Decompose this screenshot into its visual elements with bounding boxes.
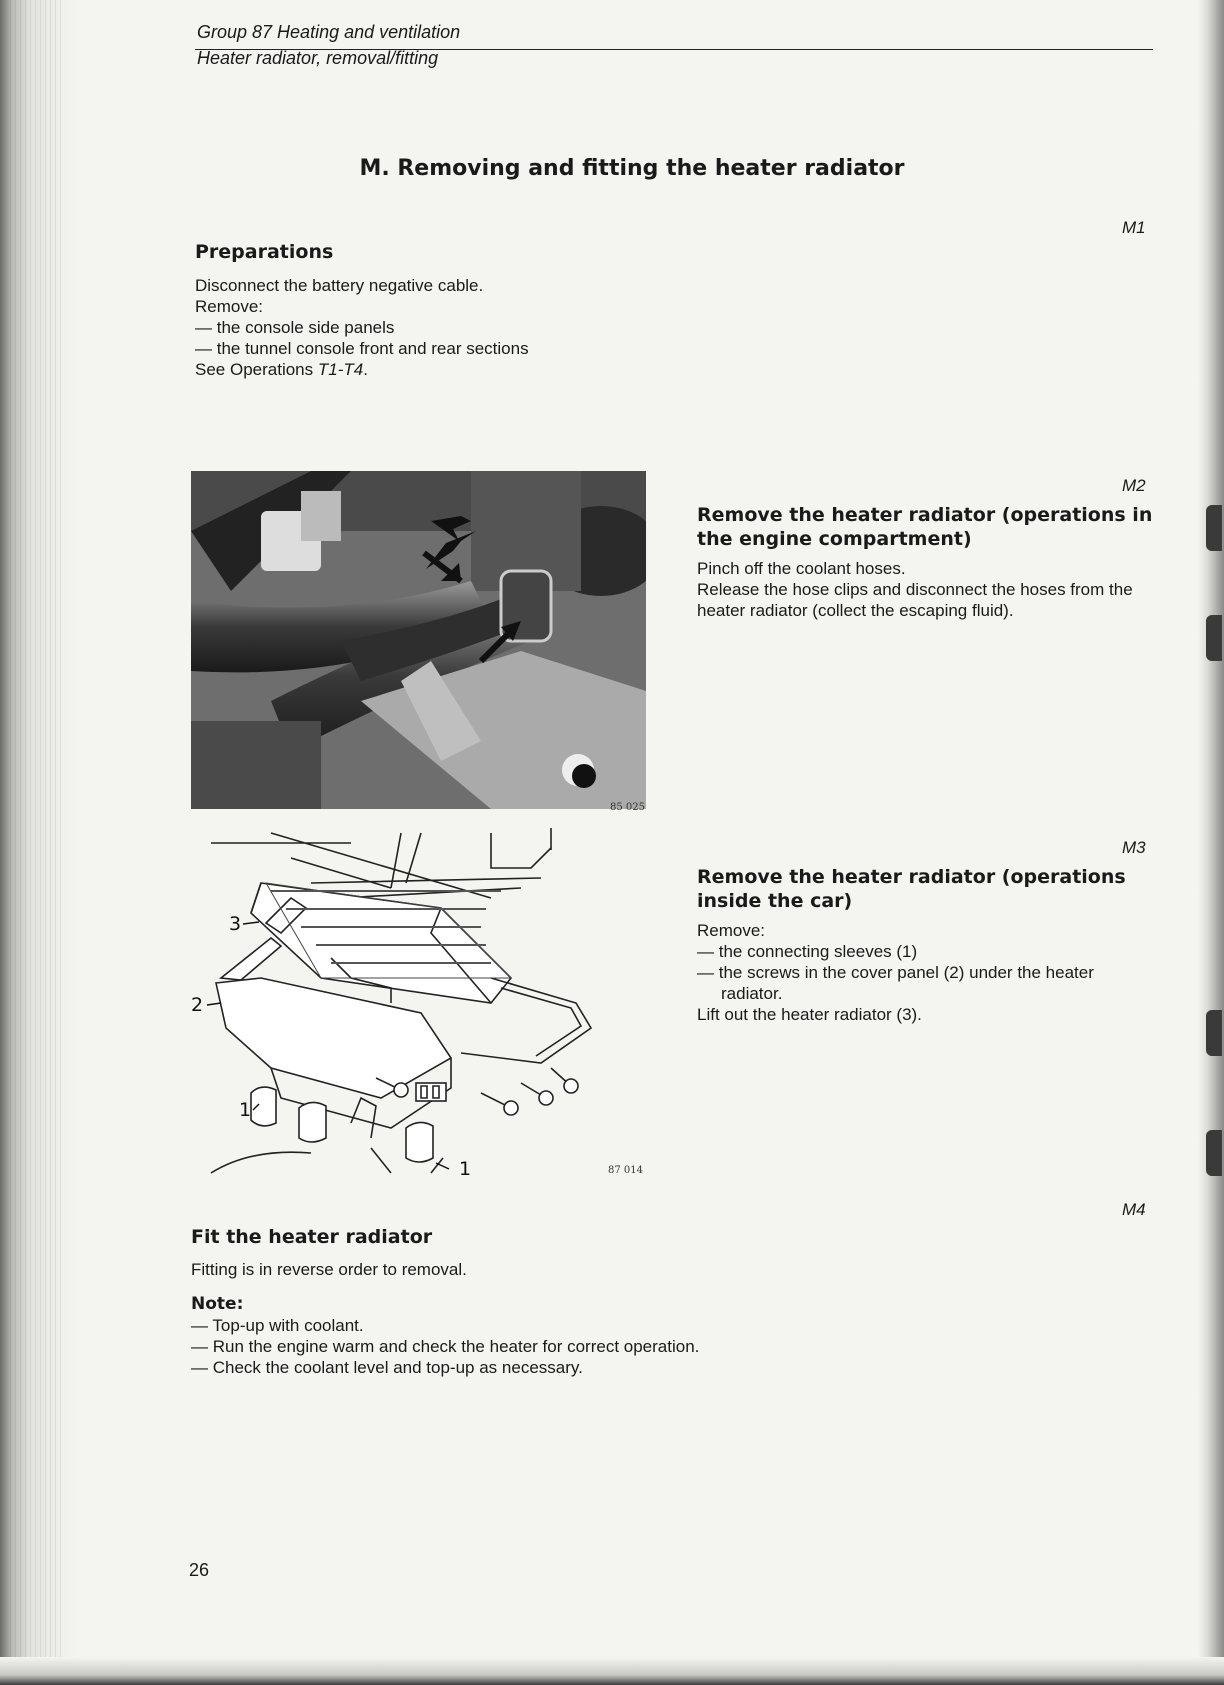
- section-heading-engine-compartment: Remove the heater radiator (operations in the engine compartment): [697, 504, 1153, 550]
- text-line: Pinch off the coolant hoses.: [697, 559, 906, 578]
- note-label: Note:: [191, 1294, 244, 1314]
- section-body-engine-compartment: [697, 558, 1157, 621]
- callout-label-2: 2: [191, 994, 204, 1016]
- callout-label-1: 1: [459, 1158, 472, 1180]
- running-header-group: Group 87 Heating and ventilation: [197, 22, 461, 42]
- heater-radiator-exploded-diagram: [191, 828, 646, 1188]
- text-line: Release the hose clips and disconnect the hoses from the heater radiator (collect the escaping fluid).: [697, 580, 1133, 620]
- binder-tab: [1206, 1010, 1222, 1056]
- operation-number-m1: M1: [1122, 218, 1146, 237]
- section-heading-fit: Fit the heater radiator: [191, 1226, 433, 1248]
- section-body-inside-car: [697, 920, 1159, 1025]
- list-item: — the screws in the cover panel (2) under the heater radiator.: [697, 963, 1094, 1003]
- list-item: — the console side panels: [195, 318, 395, 337]
- text-line: Lift out the heater radiator (3).: [697, 1005, 922, 1024]
- section-body-fit: [191, 1259, 991, 1378]
- operation-reference: T1-T4: [317, 360, 364, 379]
- text-line: Disconnect the battery negative cable.: [195, 276, 484, 295]
- drawing-figure-code: 87 014: [608, 1165, 643, 1176]
- binder-tab: [1206, 615, 1222, 661]
- page-number: 26: [189, 1560, 210, 1580]
- text-line: Remove:: [697, 921, 766, 940]
- section-heading-inside-car: Remove the heater radiator (operations inside the car): [697, 866, 1126, 912]
- list-item: — the tunnel console front and rear sections: [195, 339, 529, 358]
- list-item: — Run the engine warm and check the heater for correct operation.: [191, 1337, 700, 1356]
- text-line: Fitting is in reverse order to removal.: [191, 1260, 467, 1279]
- running-header-subtitle: Heater radiator, removal/fitting: [197, 48, 439, 68]
- list-item: — Top-up with coolant.: [191, 1316, 364, 1335]
- page-edges: [10, 0, 65, 1685]
- page-title: M. Removing and fitting the heater radiator: [359, 156, 905, 181]
- operation-number-m2: M2: [1122, 476, 1146, 495]
- binder-tab: [1206, 1130, 1222, 1176]
- list-item: — Check the coolant level and top-up as necessary.: [191, 1358, 583, 1377]
- operation-number-m3: M3: [1122, 838, 1146, 857]
- text-line: See Operations T1-T4.: [195, 360, 368, 379]
- binder-tab: [1206, 505, 1222, 551]
- text-line: Remove:: [195, 297, 264, 316]
- bottom-page-edge: [0, 1657, 1224, 1685]
- engine-compartment-photo: [191, 471, 646, 809]
- section-heading-preparations: Preparations: [195, 241, 334, 263]
- callout-label-1: 1: [239, 1099, 252, 1121]
- operation-number-m4: M4: [1122, 1200, 1146, 1219]
- right-page-edge: [1198, 0, 1224, 1685]
- callout-label-3: 3: [229, 913, 242, 935]
- section-body-preparations: [195, 275, 795, 380]
- photo-figure-code: 85 025: [610, 802, 645, 813]
- list-item: — the connecting sleeves (1): [697, 942, 918, 961]
